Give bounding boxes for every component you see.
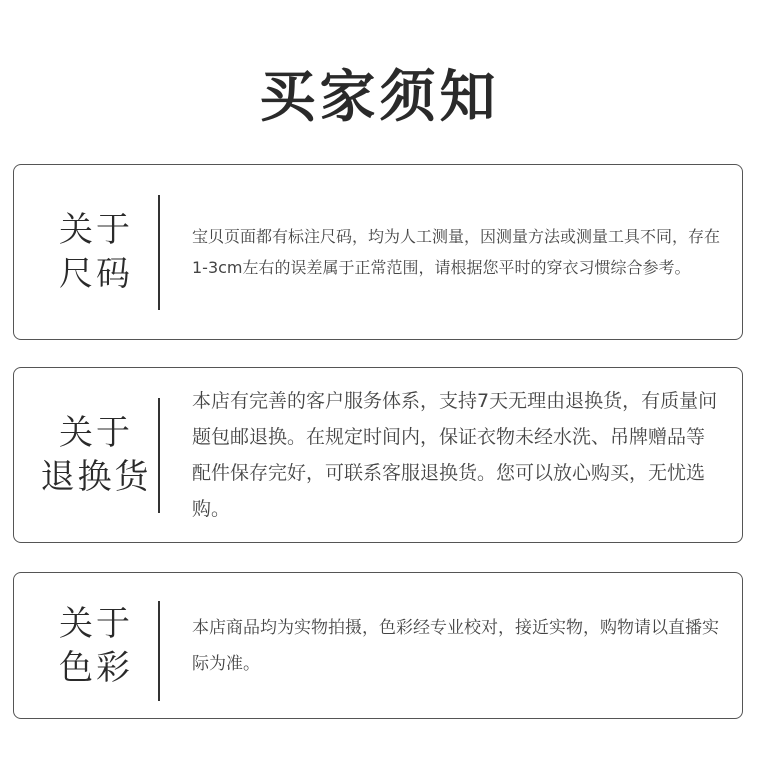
notice-card-size	[13, 164, 743, 340]
card-heading-line2: 色彩	[59, 647, 133, 688]
notice-card-returns	[13, 367, 743, 543]
card-body	[192, 368, 720, 542]
notice-card-color	[13, 572, 743, 719]
card-heading-line2: 退换货	[40, 457, 152, 497]
card-body-text: 宝贝页面都有标注尺码，均为人工测量，因测量方法或测量工具不同，存在1-3cm左右的误差属于正常范围，请根据您平时的穿衣习惯综合参考。	[192, 227, 721, 277]
page-title: 买家须知	[259, 65, 500, 130]
card-body	[192, 165, 720, 339]
card-heading-line2: 尺码	[59, 254, 133, 294]
card-heading-line1: 关于	[59, 603, 133, 644]
card-body-text: 本店有完善的客户服务体系，支持7天无理由退换货，有质量问题包邮退换。在规定时间内，保证衣物未经水洗、吊牌赠品等配件保存完好，可联系客服退换货。您可以放心购买，无忧选购。	[192, 390, 718, 520]
card-divider	[158, 601, 160, 701]
card-divider	[158, 195, 160, 310]
card-heading	[24, 165, 168, 339]
card-heading-line1: 关于	[59, 210, 133, 250]
card-heading	[24, 368, 168, 542]
card-divider	[158, 398, 160, 513]
card-heading-line1: 关于	[59, 413, 133, 453]
card-body-text: 本店商品均为实物拍摄，色彩经专业校对，接近实物，购物请以直播实际为准。	[192, 617, 719, 674]
card-body	[192, 573, 720, 718]
card-heading	[24, 573, 168, 718]
